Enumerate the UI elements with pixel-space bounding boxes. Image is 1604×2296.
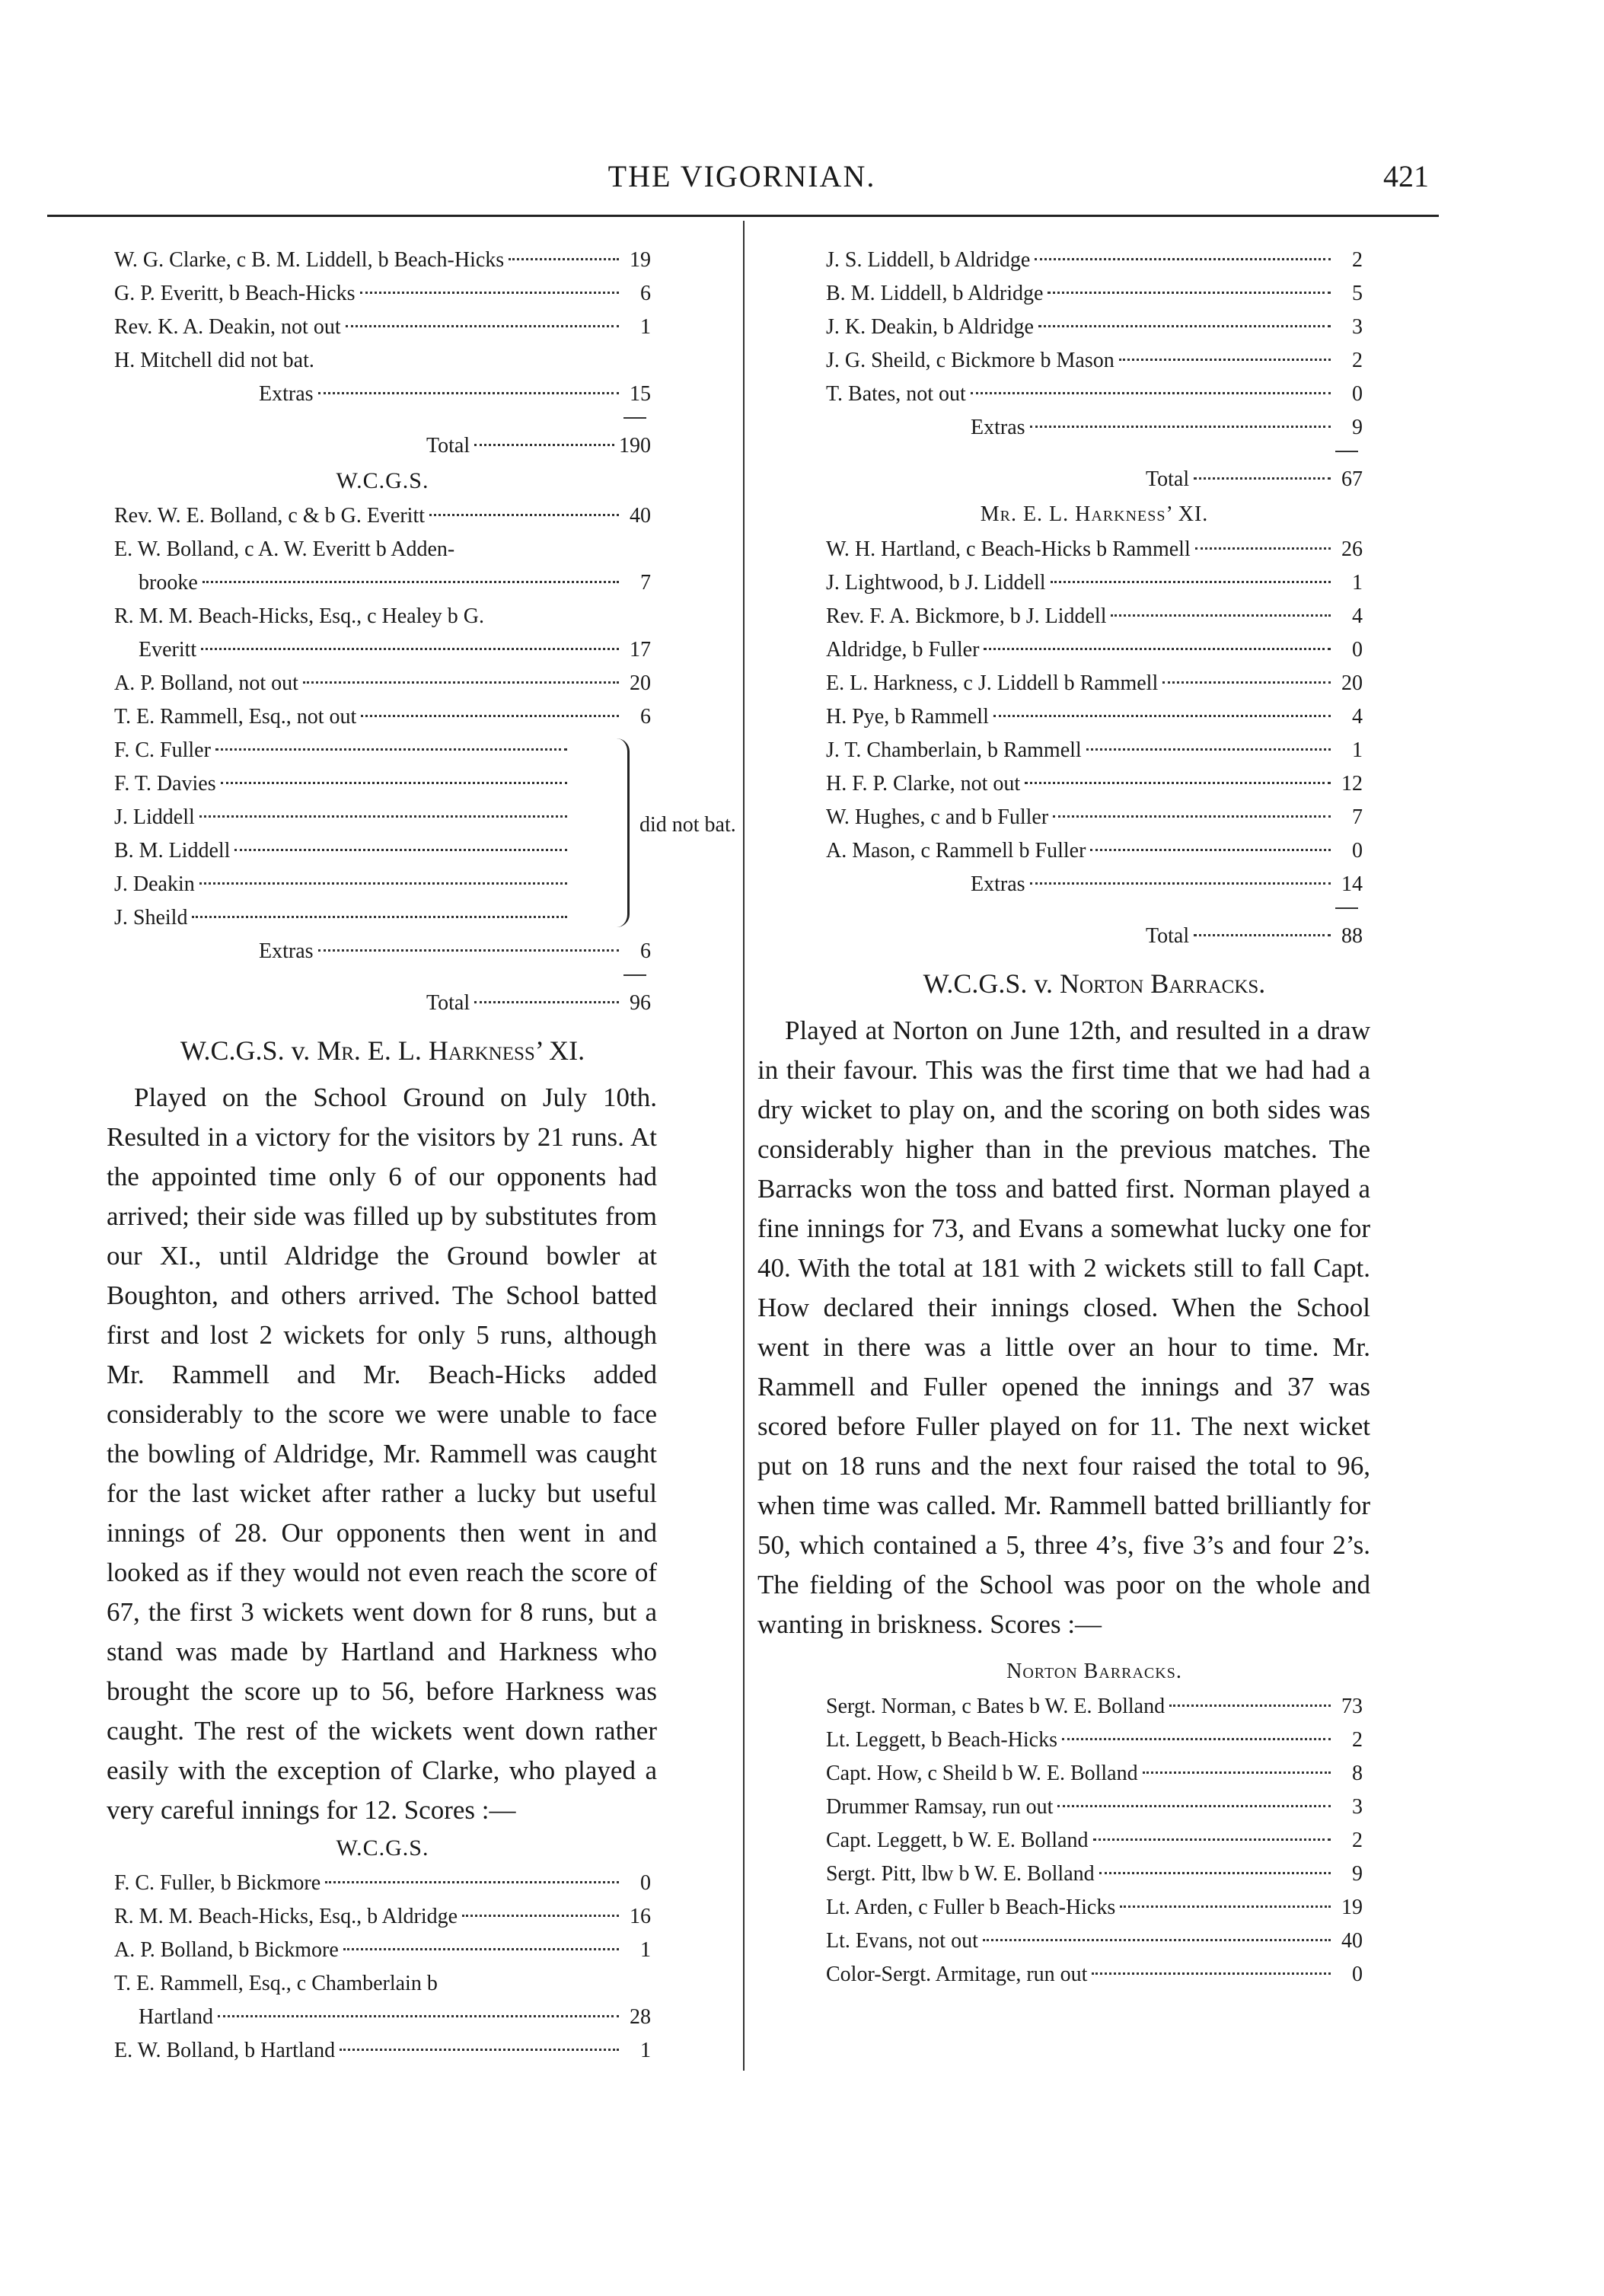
batsman-name: J. S. Liddell, b Aldridge: [826, 248, 1031, 272]
batsman-name: R. M. M. Beach-Hicks, Esq., b Aldridge: [114, 1905, 458, 1928]
batsman-name: B. M. Liddell: [114, 839, 231, 863]
total-value: 96: [630, 991, 651, 1015]
runs: 1: [1352, 738, 1363, 762]
batsman-name: B. M. Liddell, b Aldridge: [826, 282, 1044, 305]
right-column: [757, 244, 1370, 1991]
batsman-name: F. C. Fuller, b Bickmore: [114, 1871, 321, 1895]
did-not-bat-entry: [114, 901, 651, 935]
batting-entry: [114, 1934, 651, 1967]
wcgs-batting-continued: [826, 244, 1363, 411]
left-column: [107, 244, 736, 2068]
runs: 3: [1352, 315, 1363, 339]
batsman-name: W. G. Clarke, c B. M. Liddell, b Beach-Hicks: [114, 248, 505, 272]
batsman-line-2: [114, 566, 651, 600]
team-heading: W.C.G.S.: [336, 1835, 429, 1861]
extras-label: Extras: [971, 416, 1025, 439]
runs: 7: [640, 571, 651, 595]
batting-entry: [114, 1967, 651, 2034]
page-header: [47, 158, 1437, 204]
batsman-name: Lt. Evans, not out: [826, 1929, 978, 1953]
runs: 4: [1352, 705, 1363, 729]
runs: 1: [1352, 571, 1363, 595]
batsman-name: Rev. F. A. Bickmore, b J. Liddell: [826, 604, 1107, 628]
batsman-name: Drummer Ramsay, run out: [826, 1795, 1054, 1819]
runs: 6: [640, 282, 651, 305]
runs: 73: [1341, 1695, 1363, 1718]
batting-entry: [826, 311, 1363, 344]
did-not-bat-group: [114, 734, 736, 935]
did-not-bat-entry: [114, 801, 651, 834]
batting-entry: [826, 633, 1363, 667]
wcgs-batting: [114, 1867, 651, 2068]
batsman-name-cont: Everitt: [139, 638, 197, 662]
runs: 26: [1341, 537, 1363, 561]
batsman-name: Rev. K. A. Deakin, not out: [114, 315, 341, 339]
opponent-batting: [826, 1690, 1363, 1991]
batting-entry: [826, 801, 1363, 834]
runs: 0: [1352, 1963, 1363, 1986]
batting-entry: [826, 1891, 1363, 1924]
team-heading: Mr. E. L. Harkness’ XI.: [980, 502, 1209, 526]
extras-row: [826, 411, 1363, 445]
batting-entry: [826, 1924, 1363, 1958]
batting-entry: [114, 1900, 651, 1934]
runs: 4: [1352, 604, 1363, 628]
extras-label: Extras: [259, 382, 314, 406]
batting-entry: [826, 1958, 1363, 1991]
runs: 28: [630, 2005, 651, 2029]
batting-entry: [114, 667, 651, 700]
runs: 2: [1352, 1728, 1363, 1752]
batsman-line-1: R. M. M. Beach-Hicks, Esq., c Healey b G.: [114, 604, 485, 628]
wcgs-batting: [114, 499, 651, 734]
did-not-bat-note: H. Mitchell did not bat.: [114, 349, 314, 372]
runs: 7: [1352, 805, 1363, 829]
batsman-name: Aldridge, b Fuller: [826, 638, 980, 662]
batting-entry: [826, 378, 1363, 411]
batting-entry: [826, 667, 1363, 700]
batting-entry: [826, 834, 1363, 868]
batting-entry: [826, 344, 1363, 378]
batting-entry: [826, 1724, 1363, 1757]
batsman-name: T. E. Rammell, Esq., not out: [114, 705, 357, 729]
opponent-batting: [826, 533, 1363, 868]
extras-value: 14: [1341, 872, 1363, 896]
runs: 0: [1352, 638, 1363, 662]
brace: [617, 738, 630, 927]
batsman-name: J. Lightwood, b J. Liddell: [826, 571, 1046, 595]
match-heading-prefix: W.C.G.S. v.: [180, 1035, 311, 1066]
batsman-line-2: [114, 2001, 651, 2034]
batsman-name: F. C. Fuller: [114, 738, 211, 762]
batsman-name: Capt. How, c Sheild b W. E. Bolland: [826, 1762, 1138, 1785]
extras-label: Extras: [259, 939, 314, 963]
match-heading: [114, 1028, 651, 1073]
batsman-name: Capt. Leggett, b W. E. Bolland: [826, 1829, 1089, 1852]
batting-entry: [114, 600, 651, 667]
batting-entry: [826, 700, 1363, 734]
batsman-name-cont: Hartland: [139, 2005, 213, 2029]
batsman-name: A. Mason, c Rammell b Fuller: [826, 839, 1086, 863]
runs: 5: [1352, 282, 1363, 305]
total-label: Total: [426, 434, 470, 458]
batting-entry: [826, 533, 1363, 566]
total-value: 88: [1341, 924, 1363, 948]
batsman-name: A. P. Bolland, b Bickmore: [114, 1938, 339, 1962]
extras-value: 6: [640, 939, 651, 963]
batsman-name: E. L. Harkness, c J. Liddell b Rammell: [826, 671, 1159, 695]
total-label: Total: [426, 991, 470, 1015]
runs: 17: [630, 638, 651, 662]
batting-entry: [826, 277, 1363, 311]
batting-entry: [114, 1867, 651, 1900]
runs: 0: [1352, 382, 1363, 406]
page-number: 421: [1383, 159, 1429, 193]
runs: 1: [640, 2039, 651, 2062]
batsman-name: J. G. Sheild, c Bickmore b Mason: [826, 349, 1115, 372]
batting-entry: [826, 734, 1363, 767]
batsman-name: H. F. P. Clarke, not out: [826, 772, 1021, 796]
batsman-line-1: E. W. Bolland, c A. W. Everitt b Adden-: [114, 537, 455, 561]
match-report: Played at Norton on June 12th, and resulted in a draw in their favour. This was the first time that we had had a dry wicket to play on, and the scoring on both sides was considerably higher than in the previous matches. The Barracks won the toss and batted first. Norman played a fine innings for 73, and Evans a somewhat lucky one for 40. With the total at 181 with 2 wickets still to fall Capt. How declared their innings closed. When the School went in there was a little over an hour to time. Mr. Rammell and Fuller opened the innings and 37 was scored before Fuller played on for 11. The next wicket put on 18 runs and the next four raised the total to 96, when time was called. Mr. Rammell batted brilliantly for 50, which contained a 5, three 4’s, five 3’s and four 2’s. The fielding of the School was poor on the whole and wanting in briskness. Scores :—: [757, 1016, 1370, 1639]
header-rule: [47, 215, 1439, 217]
batsman-name: H. Pye, b Rammell: [826, 705, 989, 729]
batsman-name: A. P. Bolland, not out: [114, 671, 298, 695]
total-row: [114, 429, 651, 463]
runs: 20: [630, 671, 651, 695]
match-heading-opponent: Norton Barracks.: [1060, 968, 1266, 999]
batting-entry: [114, 533, 651, 600]
runs: 1: [640, 1938, 651, 1962]
batsman-name: F. T. Davies: [114, 772, 216, 796]
match-heading-opponent: Mr. E. L. Harkness’ XI.: [317, 1035, 585, 1066]
total-value: 190: [619, 434, 651, 458]
total-label: Total: [1146, 467, 1190, 491]
batting-entry: [826, 767, 1363, 801]
batting-entry: [114, 499, 651, 533]
total-row: [826, 463, 1363, 496]
did-not-bat-label: did not bat.: [639, 813, 736, 837]
runs: 16: [630, 1905, 651, 1928]
batsman-line-2: [114, 633, 651, 667]
batsman-name: J. Liddell: [114, 805, 195, 829]
batsman-name: J. T. Chamberlain, b Rammell: [826, 738, 1082, 762]
extras-value: 9: [1352, 416, 1363, 439]
extras-value: 15: [630, 382, 651, 406]
batsman-name: W. H. Hartland, c Beach-Hicks b Rammell: [826, 537, 1191, 561]
batting-entry: [826, 1791, 1363, 1824]
batting-entry: [826, 600, 1363, 633]
batsman-name: E. W. Bolland, b Hartland: [114, 2039, 336, 2062]
batsman-name: J. Sheild: [114, 906, 188, 930]
runs: 19: [630, 248, 651, 272]
publication-title: THE VIGORNIAN.: [607, 159, 876, 193]
batting-entry: [826, 244, 1363, 277]
total-value: 67: [1341, 467, 1363, 491]
batting-entry: [114, 277, 651, 311]
batsman-name: G. P. Everitt, b Beach-Hicks: [114, 282, 356, 305]
batting-entry: [114, 311, 651, 344]
total-row: [826, 920, 1363, 953]
total-label: Total: [1146, 924, 1190, 948]
extras-label: Extras: [971, 872, 1025, 896]
runs: 19: [1341, 1896, 1363, 1919]
match-heading: [826, 961, 1363, 1006]
team-heading: Norton Barracks.: [1006, 1660, 1182, 1683]
runs: 20: [1341, 671, 1363, 695]
batting-entry: [826, 1858, 1363, 1891]
match-heading-prefix: W.C.G.S. v.: [923, 968, 1054, 999]
batting-entry: [114, 700, 651, 734]
runs: 1: [640, 315, 651, 339]
batsman-name: Sergt. Pitt, lbw b W. E. Bolland: [826, 1862, 1095, 1886]
batting-entry: [114, 244, 651, 277]
runs: 0: [1352, 839, 1363, 863]
batting-entry: [826, 1690, 1363, 1724]
did-not-bat-entry: [114, 734, 651, 767]
did-not-bat-entry: [114, 834, 651, 868]
column-divider: [743, 221, 745, 2071]
batsman-line-1: T. E. Rammell, Esq., c Chamberlain b: [114, 1972, 438, 1995]
batsman-name: W. Hughes, c and b Fuller: [826, 805, 1049, 829]
runs: 2: [1352, 1829, 1363, 1852]
extras-row: [826, 868, 1363, 901]
runs: 0: [640, 1871, 651, 1895]
extras-row: [114, 935, 651, 968]
runs: 3: [1352, 1795, 1363, 1819]
scorecard-continued: [114, 244, 651, 344]
batsman-name: Lt. Leggett, b Beach-Hicks: [826, 1728, 1058, 1752]
batsman-name: J. K. Deakin, b Aldridge: [826, 315, 1034, 339]
batsman-name: Sergt. Norman, c Bates b W. E. Bolland: [826, 1695, 1166, 1718]
runs: 40: [630, 504, 651, 528]
batsman-name-cont: brooke: [139, 571, 198, 595]
runs: 8: [1352, 1762, 1363, 1785]
batting-entry: [114, 2034, 651, 2068]
runs: 9: [1352, 1862, 1363, 1886]
runs: 2: [1352, 349, 1363, 372]
team-heading: W.C.G.S.: [336, 468, 429, 493]
total-row: [114, 987, 651, 1020]
batsman-name: T. Bates, not out: [826, 382, 966, 406]
batting-entry: [826, 566, 1363, 600]
runs: 6: [640, 705, 651, 729]
extras-row: [114, 378, 651, 411]
runs: 12: [1341, 772, 1363, 796]
match-report: Played on the School Ground on July 10th. Resulted in a victory for the visitors by 21 runs. At the appointed time only 6 of our opponents had arrived; their side was filled up by substitutes from our XI., until Aldridge the Ground bowler at Boughton, and others arrived. The School batted first and lost 2 wickets for only 5 runs, although Mr. Rammell and Mr. Beach-Hicks added considerably to the score we were unable to face the bowling of Aldridge, Mr. Rammell was caught for the last wicket after rather a lucky but useful innings of 28. Our opponents then went in and looked as if they would not even reach the score of 67, the first 3 wickets went down for 8 runs, but a stand was made by Hartland and Harkness who brought the score up to 56, before Harkness was caught. The rest of the wickets went down rather easily with the exception of Clarke, who played a very careful innings for 12. Scores :—: [107, 1083, 657, 1825]
did-not-bat-entry: [114, 868, 651, 901]
batting-entry: [826, 1757, 1363, 1791]
batsman-name: Rev. W. E. Bolland, c & b G. Everitt: [114, 504, 426, 528]
batting-entry: [826, 1824, 1363, 1858]
runs: 2: [1352, 248, 1363, 272]
batsman-name: J. Deakin: [114, 872, 195, 896]
runs: 40: [1341, 1929, 1363, 1953]
did-not-bat-entry: [114, 767, 651, 801]
batsman-name: Color-Sergt. Armitage, run out: [826, 1963, 1088, 1986]
batsman-name: Lt. Arden, c Fuller b Beach-Hicks: [826, 1896, 1116, 1919]
